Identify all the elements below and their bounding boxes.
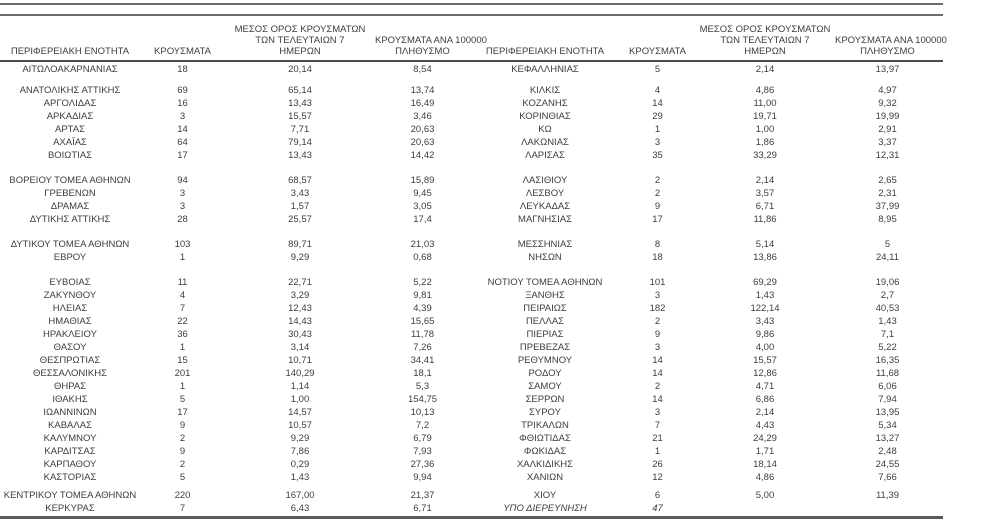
header-cases-left (140, 46, 225, 59)
cases-cell: 9 (179, 446, 186, 457)
per100k-cell: 3,46 (413, 111, 432, 122)
cases-cell: 29 (652, 111, 663, 122)
cases-cell: 2 (654, 316, 661, 327)
avg7-cell: 65,14 (288, 85, 312, 96)
region-cell: ΤΡΙΚΑΛΩΝ (521, 420, 569, 431)
region-cell: ΒΟΙΩΤΙΑΣ (47, 150, 93, 161)
cases-cell: 47 (652, 503, 663, 514)
per100k-cell: 2,7 (880, 290, 895, 301)
region-cell: ΖΑΚΥΝΘΟΥ (43, 290, 97, 301)
region-cell: ΛΕΥΚΑΔΑΣ (519, 201, 571, 212)
avg7-cell: 13,43 (288, 150, 312, 161)
table-row (0, 251, 1000, 264)
avg7-cell: 6,43 (290, 503, 310, 514)
per100k-cell: 7,66 (878, 472, 897, 483)
avg7-cell: 1,57 (290, 201, 310, 212)
cases-cell: 11 (177, 277, 188, 288)
cases-cell: 17 (177, 407, 188, 418)
region-cell: ΚΑΣΤΟΡΙΑΣ (43, 472, 97, 483)
per100k-cell: 16,35 (875, 355, 900, 366)
avg7-cell: 1,14 (290, 381, 310, 392)
avg7-cell: 13,86 (753, 252, 777, 263)
region-cell: ΠΙΕΡΙΑΣ (526, 329, 564, 340)
per100k-cell: 15,65 (410, 316, 435, 327)
region-cell: ΦΩΚΙΔΑΣ (523, 446, 567, 457)
per100k-cell: 7,93 (413, 446, 432, 457)
avg7-cell: 3,43 (755, 316, 775, 327)
per100k-cell: 9,32 (878, 98, 897, 109)
per100k-cell: 9,45 (413, 188, 432, 199)
region-cell: ΛΑΚΩΝΙΑΣ (521, 137, 569, 148)
table-row (0, 502, 1000, 515)
avg7-cell: 68,57 (288, 175, 312, 186)
per100k-cell: 10,13 (410, 407, 435, 418)
region-cell: ΚΑΛΥΜΝΟΥ (43, 433, 97, 444)
table-row (0, 63, 1000, 76)
cases-cell: 15 (177, 355, 188, 366)
header-cases-label: ΚΡΟΥΣΜΑΤΑ (154, 46, 211, 57)
cases-cell: 5 (654, 64, 661, 75)
avg7-cell: 2,14 (755, 175, 775, 186)
cases-cell: 1 (654, 446, 661, 457)
per100k-cell: 13,95 (875, 407, 900, 418)
cases-cell: 16 (177, 98, 188, 109)
cases-cell: 201 (174, 368, 191, 379)
per100k-cell: 7,2 (415, 420, 430, 431)
avg7-cell: 6,71 (755, 201, 775, 212)
region-cell: ΓΡΕΒΕΝΩΝ (44, 188, 96, 199)
region-cell: ΒΟΡΕΙΟΥ ΤΟΜΕΑ ΑΘΗΝΩΝ (9, 175, 131, 186)
cases-cell: 9 (179, 420, 186, 431)
region-cell: ΔΡΑΜΑΣ (50, 201, 90, 212)
table-row (0, 471, 1000, 484)
per100k-cell: 6,06 (878, 381, 897, 392)
cases-cell: 36 (177, 329, 188, 340)
avg7-cell: 140,29 (285, 368, 315, 379)
region-cell: ΕΥΒΟΙΑΣ (49, 277, 91, 288)
cases-cell: 21 (652, 433, 663, 444)
avg7-cell: 33,29 (753, 150, 777, 161)
region-cell: ΚΟΖΑΝΗΣ (522, 98, 568, 109)
avg7-cell: 12,86 (753, 368, 777, 379)
avg7-cell: 1,43 (290, 472, 310, 483)
region-cell: ΛΑΡΙΣΑΣ (525, 150, 565, 161)
table-row (0, 315, 1000, 328)
region-cell: ΦΘΙΩΤΙΔΑΣ (519, 433, 571, 444)
cases-cell: 26 (652, 459, 663, 470)
table-row (0, 174, 1000, 187)
avg7-cell: 9,29 (290, 433, 310, 444)
region-cell: ΕΒΡΟΥ (53, 252, 87, 263)
per100k-cell: 21,03 (410, 239, 435, 250)
region-cell: ΡΟΔΟΥ (528, 368, 562, 379)
cases-cell: 182 (649, 303, 666, 314)
cases-cell: 3 (179, 111, 186, 122)
table-row (0, 187, 1000, 200)
avg7-cell: 15,57 (753, 355, 777, 366)
region-cell: ΚΑΡΔΙΤΣΑΣ (44, 446, 96, 457)
per100k-cell: 5,22 (413, 277, 432, 288)
avg7-cell: 19,71 (753, 111, 777, 122)
header-region-label: ΠΕΡΙΦΕΡΕΙΑΚΗ ΕΝΟΤΗΤΑ (10, 46, 130, 57)
table-row (0, 97, 1000, 110)
table-row (0, 123, 1000, 136)
region-cell: ΘΕΣΠΡΩΤΙΑΣ (39, 355, 101, 366)
cases-cell: 3 (654, 342, 661, 353)
cases-cell: 14 (652, 98, 663, 109)
per100k-cell: 16,49 (410, 98, 435, 109)
table-row (0, 432, 1000, 445)
avg7-cell: 5,00 (755, 490, 775, 501)
per100k-cell: 4,39 (413, 303, 432, 314)
region-cell: ΔΥΤΙΚΗΣ ΑΤΤΙΚΗΣ (29, 214, 111, 225)
cases-cell: 1 (179, 252, 186, 263)
table-body (0, 63, 1000, 515)
group-spacer (0, 162, 1000, 174)
avg7-cell: 122,14 (750, 303, 780, 314)
region-cell: ΚΑΒΑΛΑΣ (48, 420, 92, 431)
header-rule (0, 60, 943, 62)
header-per100k-right: ΚΡΟΥΣΜΑΤΑ ΑΝΑ 100000 ΠΛΗΘΥΣΜΟ (835, 35, 947, 57)
table-row (0, 110, 1000, 123)
cases-cell: 3 (179, 201, 186, 212)
avg7-cell: 2,14 (755, 407, 775, 418)
per100k-cell: 1,43 (878, 316, 897, 327)
top-rule-1 (0, 3, 943, 5)
per100k-cell: 24,11 (875, 252, 900, 263)
cases-cell: 3 (654, 290, 661, 301)
cases-cell: 14 (652, 355, 663, 366)
per100k-cell: 5 (884, 239, 891, 250)
cases-cell: 5 (179, 394, 186, 405)
cases-cell: 2 (654, 188, 661, 199)
per100k-cell: 19,99 (875, 111, 900, 122)
region-cell: ΧΑΝΙΩΝ (526, 472, 564, 483)
avg7-cell: 15,57 (288, 111, 312, 122)
region-cell: ΑΙΤΩΛΟΑΚΑΡΝΑΝΙΑΣ (22, 64, 118, 75)
per100k-cell: 7,1 (880, 329, 895, 340)
avg7-cell: 1,00 (290, 394, 310, 405)
region-cell: ΗΡΑΚΛΕΙΟΥ (43, 329, 97, 340)
avg7-cell: 9,86 (755, 329, 775, 340)
table-row (0, 367, 1000, 380)
avg7-cell: 4,86 (755, 472, 775, 483)
avg7-cell: 20,14 (288, 64, 312, 75)
table-row (0, 380, 1000, 393)
avg7-cell: 9,29 (290, 252, 310, 263)
table-row (0, 84, 1000, 97)
cases-cell: 9 (654, 201, 661, 212)
region-cell: ΣΥΡΟΥ (529, 407, 561, 418)
per100k-cell: 27,36 (410, 459, 435, 470)
table-row (0, 276, 1000, 289)
per100k-cell: 19,06 (875, 277, 900, 288)
per100k-cell: 11,78 (410, 329, 435, 340)
top-rule-2 (0, 14, 943, 16)
table-row (0, 200, 1000, 213)
region-cell: ΗΛΕΙΑΣ (52, 303, 88, 314)
per100k-cell: 40,53 (875, 303, 900, 314)
avg7-cell: 2,14 (755, 64, 775, 75)
cases-cell: 22 (177, 316, 188, 327)
avg7-cell: 18,14 (753, 459, 777, 470)
avg7-cell: 1,71 (755, 446, 775, 457)
avg7-cell: 1,43 (755, 290, 775, 301)
region-cell: ΧΑΛΚΙΔΙΚΗΣ (516, 459, 574, 470)
cases-cell: 14 (652, 394, 663, 405)
header-avg7-right: ΜΕΣΟΣ ΟΡΟΣ ΚΡΟΥΣΜΑΤΩΝ ΤΩΝ ΤΕΛΕΥΤΑΙΩΝ 7 ΗΜΕΡΩΝ (699, 24, 831, 57)
per100k-cell: 20,63 (410, 124, 435, 135)
cases-cell: 2 (654, 175, 661, 186)
avg7-cell: 4,43 (755, 420, 775, 431)
header-region-right: ΠΕΡΙΦΕΡΕΙΑΚΗ ΕΝΟΤΗΤΑ (485, 46, 605, 57)
avg7-cell: 25,57 (288, 214, 312, 225)
cases-cell: 5 (179, 472, 186, 483)
cases-cell: 220 (174, 490, 191, 501)
table-row (0, 136, 1000, 149)
region-cell: ΠΕΛΛΑΣ (525, 316, 565, 327)
per100k-cell: 2,91 (878, 124, 897, 135)
cases-cell: 7 (179, 303, 186, 314)
header-cases-right: ΚΡΟΥΣΜΑΤΑ (629, 46, 686, 57)
table-header-row (0, 22, 947, 59)
region-cell: ΛΑΣΙΘΙΟΥ (522, 175, 568, 186)
region-cell: ΥΠΟ ΔΙΕΡΕΥΝΗΣΗ (503, 503, 587, 514)
region-cell: ΠΡΕΒΕΖΑΣ (519, 342, 571, 353)
region-cell: ΛΕΣΒΟΥ (525, 188, 565, 199)
per100k-cell: 7,94 (878, 394, 897, 405)
cases-cell: 6 (654, 490, 661, 501)
cases-cell: 7 (654, 420, 661, 431)
avg7-cell: 11,86 (753, 214, 777, 225)
per100k-cell: 154,75 (407, 394, 438, 405)
avg7-cell: 24,29 (753, 433, 777, 444)
avg7-cell: 7,86 (290, 446, 310, 457)
header-avg7-left: ΜΕΣΟΣ ΟΡΟΣ ΚΡΟΥΣΜΑΤΩΝ ΤΩΝ ΤΕΛΕΥΤΑΙΩΝ 7 ΗΜΕΡΩΝ (234, 24, 366, 57)
per100k-cell: 14,42 (410, 150, 435, 161)
header-per100k-left: ΚΡΟΥΣΜΑΤΑ ΑΝΑ 100000 ΠΛΗΘΥΣΜΟ (375, 35, 487, 57)
region-cell: ΙΘΑΚΗΣ (52, 394, 88, 405)
per100k-cell: 9,81 (413, 290, 432, 301)
per100k-cell: 3,05 (413, 201, 432, 212)
per100k-cell: 15,89 (410, 175, 435, 186)
cases-cell: 3 (179, 188, 186, 199)
per100k-cell: 9,94 (413, 472, 432, 483)
region-cell: ΑΡΓΟΛΙΔΑΣ (43, 98, 97, 109)
avg7-cell: 3,14 (290, 342, 310, 353)
table-row (0, 302, 1000, 315)
avg7-cell: 30,43 (288, 329, 312, 340)
bottom-rule (0, 516, 943, 519)
per100k-cell: 2,48 (878, 446, 897, 457)
avg7-cell: 3,43 (290, 188, 310, 199)
table-row (0, 149, 1000, 162)
avg7-cell: 5,14 (755, 239, 775, 250)
avg7-cell: 0,29 (290, 459, 310, 470)
per100k-cell: 5,3 (415, 381, 430, 392)
region-cell: ΚΑΡΠΑΘΟΥ (43, 459, 97, 470)
region-cell: ΚΙΛΚΙΣ (529, 85, 561, 96)
per100k-cell: 24,55 (875, 459, 900, 470)
per100k-cell: 13,27 (875, 433, 900, 444)
per100k-cell: 5,22 (878, 342, 897, 353)
table-row (0, 289, 1000, 302)
per100k-cell: 2,65 (878, 175, 897, 186)
per100k-cell (835, 502, 940, 515)
avg7-cell: 69,29 (753, 277, 777, 288)
region-cell: ΙΩΑΝΝΙΝΩΝ (43, 407, 97, 418)
table-row (0, 489, 1000, 502)
region-cell: ΞΑΝΘΗΣ (525, 290, 565, 301)
cases-cell: 17 (652, 214, 663, 225)
region-cell: ΜΑΓΝΗΣΙΑΣ (518, 214, 572, 225)
avg7-cell: 6,86 (755, 394, 775, 405)
avg7-cell: 11,00 (753, 98, 777, 109)
cases-cell: 14 (177, 124, 188, 135)
region-cell: ΚΕΡΚΥΡΑΣ (45, 503, 95, 514)
per100k-cell: 8,95 (878, 214, 897, 225)
cases-cell: 3 (654, 407, 661, 418)
table-row (0, 419, 1000, 432)
table-row (0, 213, 1000, 226)
group-spacer (0, 226, 1000, 238)
cases-cell: 7 (179, 503, 186, 514)
per100k-cell: 5,34 (878, 420, 897, 431)
cases-cell: 103 (174, 239, 191, 250)
table-row (0, 328, 1000, 341)
avg7-cell: 7,71 (290, 124, 310, 135)
table-row (0, 354, 1000, 367)
region-cell: ΠΕΙΡΑΙΩΣ (523, 303, 567, 314)
table-row (0, 458, 1000, 471)
cases-cell: 4 (654, 85, 661, 96)
cases-cell: 2 (179, 459, 186, 470)
cases-cell: 17 (177, 150, 188, 161)
avg7-cell: 22,71 (288, 277, 312, 288)
per100k-cell: 0,68 (413, 252, 432, 263)
cases-cell: 2 (179, 433, 186, 444)
region-cell: ΘΑΣΟΥ (53, 342, 87, 353)
cases-cell: 94 (177, 175, 188, 186)
region-cell: ΡΕΘΥΜΝΟΥ (517, 355, 573, 366)
per100k-cell: 12,31 (875, 150, 900, 161)
table-row (0, 406, 1000, 419)
cases-cell: 18 (652, 252, 663, 263)
avg7-cell: 167,00 (285, 490, 315, 501)
region-cell: ΚΩ (538, 124, 552, 135)
cases-cell: 1 (179, 342, 186, 353)
region-cell: ΑΝΑΤΟΛΙΚΗΣ ΑΤΤΙΚΗΣ (19, 85, 121, 96)
per100k-cell: 4,97 (878, 85, 897, 96)
group-spacer (0, 76, 1000, 84)
table-row (0, 445, 1000, 458)
per100k-cell: 6,79 (413, 433, 432, 444)
avg7-cell: 14,57 (288, 407, 312, 418)
per100k-cell: 13,74 (410, 85, 435, 96)
per100k-cell: 11,68 (875, 368, 900, 379)
cases-cell: 18 (177, 64, 188, 75)
per100k-cell: 13,97 (875, 64, 900, 75)
avg7-cell: 79,14 (288, 137, 312, 148)
per100k-cell: 18,1 (413, 368, 432, 379)
avg7-cell: 1,00 (755, 124, 775, 135)
region-cell: ΑΡΤΑΣ (55, 124, 85, 135)
avg7-cell: 10,57 (288, 420, 312, 431)
per100k-cell: 21,37 (410, 490, 435, 501)
avg7-cell: 12,43 (288, 303, 312, 314)
group-spacer (0, 264, 1000, 276)
per100k-cell: 20,63 (410, 137, 435, 148)
avg7-cell: 13,43 (288, 98, 312, 109)
table-row (0, 341, 1000, 354)
cases-cell: 64 (177, 137, 188, 148)
avg7-cell: 4,71 (755, 381, 775, 392)
cases-cell: 4 (179, 290, 186, 301)
per100k-cell: 34,41 (410, 355, 435, 366)
cases-cell: 35 (652, 150, 663, 161)
per100k-cell: 2,31 (878, 188, 897, 199)
region-cell: ΗΜΑΘΙΑΣ (48, 316, 92, 327)
per100k-cell: 3,37 (878, 137, 897, 148)
avg7-cell: 3,57 (755, 188, 775, 199)
per100k-cell: 6,71 (413, 503, 432, 514)
per100k-cell: 17,4 (413, 214, 432, 225)
per100k-cell: 8,54 (413, 64, 432, 75)
region-cell: ΣΑΜΟΥ (528, 381, 562, 392)
region-cell: ΘΗΡΑΣ (53, 381, 87, 392)
avg7-cell (695, 502, 835, 515)
table-row (0, 393, 1000, 406)
region-cell: ΘΕΣΣΑΛΟΝΙΚΗΣ (33, 368, 107, 379)
region-cell: ΑΡΚΑΔΙΑΣ (46, 111, 94, 122)
cases-cell: 69 (177, 85, 188, 96)
per100k-cell: 7,26 (413, 342, 432, 353)
region-cell: ΜΕΣΣΗΝΙΑΣ (517, 239, 573, 250)
cases-cell: 9 (654, 329, 661, 340)
cases-cell: 3 (654, 137, 661, 148)
avg7-cell: 10,71 (288, 355, 312, 366)
per100k-cell: 11,39 (875, 490, 900, 501)
cases-cell: 1 (179, 381, 186, 392)
cases-cell: 2 (654, 381, 661, 392)
avg7-cell: 4,00 (755, 342, 775, 353)
cases-cell: 101 (649, 277, 666, 288)
avg7-cell: 14,43 (288, 316, 312, 327)
cases-cell: 12 (652, 472, 663, 483)
cases-cell: 28 (177, 214, 188, 225)
avg7-cell: 3,29 (290, 290, 310, 301)
table-row (0, 238, 1000, 251)
cases-cell: 8 (654, 239, 661, 250)
region-cell: ΝΗΣΩΝ (528, 252, 562, 263)
region-cell: ΑΧΑΪΑΣ (53, 137, 87, 148)
region-cell: ΔΥΤΙΚΟΥ ΤΟΜΕΑ ΑΘΗΝΩΝ (10, 239, 130, 250)
region-cell: ΧΙΟΥ (533, 490, 557, 501)
region-cell: ΚΕΦΑΛΛΗΝΙΑΣ (511, 64, 579, 75)
header-region-left (0, 46, 140, 59)
cases-cell: 14 (652, 368, 663, 379)
avg7-cell: 89,71 (288, 239, 312, 250)
region-cell: ΚΟΡΙΝΘΙΑΣ (519, 111, 571, 122)
cases-cell: 1 (654, 124, 661, 135)
avg7-cell: 4,86 (755, 85, 775, 96)
per100k-cell: 37,99 (875, 201, 900, 212)
region-cell: ΚΕΝΤΡΙΚΟΥ ΤΟΜΕΑ ΑΘΗΝΩΝ (3, 490, 137, 501)
region-cell: ΝΟΤΙΟΥ ΤΟΜΕΑ ΑΘΗΝΩΝ (487, 277, 603, 288)
avg7-cell: 1,86 (755, 137, 775, 148)
region-cell: ΣΕΡΡΩΝ (525, 394, 565, 405)
